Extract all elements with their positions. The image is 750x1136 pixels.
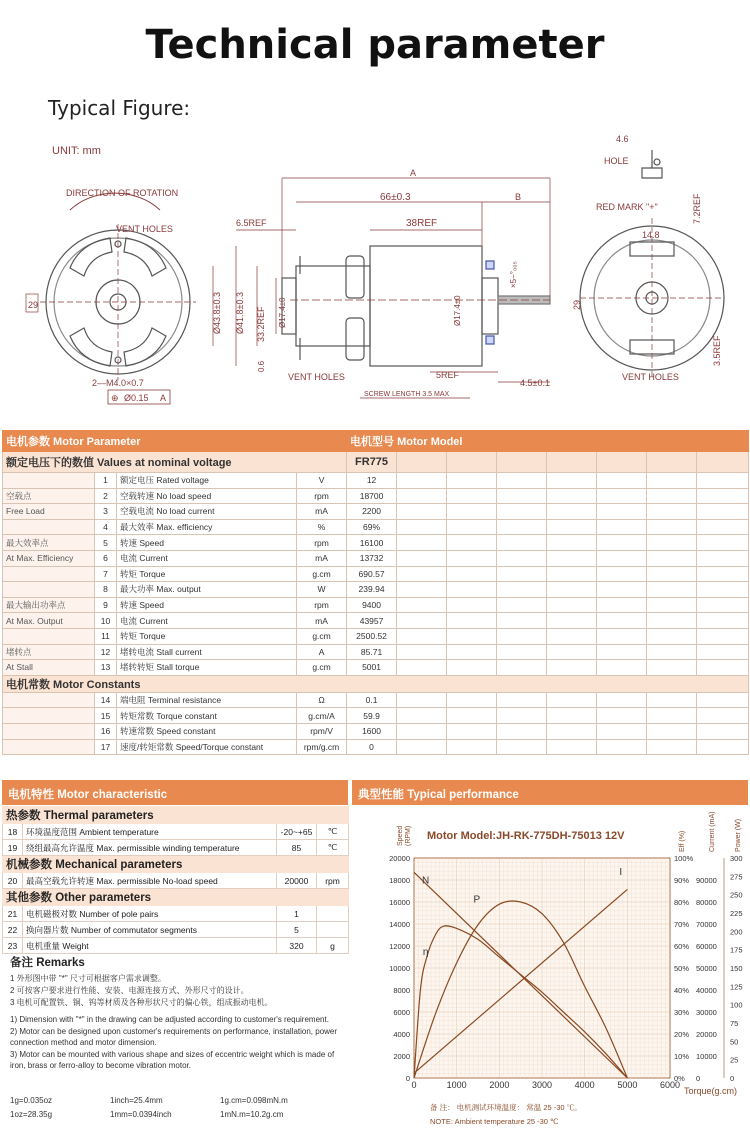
dim-17-4: Ø17.4±0 xyxy=(278,297,287,328)
motor-parameter-header: 电机参数 Motor Parameter xyxy=(3,431,347,452)
other-parameters: 其他参数 Other parameters xyxy=(3,889,349,906)
eff-tick-label: 20% xyxy=(674,1030,690,1039)
vent-holes-label-right: VENT HOLES xyxy=(622,372,679,382)
motor-characteristic-table xyxy=(2,806,349,954)
speed-tick-label: 10000 xyxy=(389,964,410,973)
speed-tick-label: 20000 xyxy=(389,854,410,863)
x-tick-label: 3000 xyxy=(531,1080,553,1090)
motor-parameter-table xyxy=(2,430,749,755)
eff-tick-label: 0% xyxy=(674,1074,685,1083)
speed-tick-label: 6000 xyxy=(393,1008,410,1017)
dim-4-5: 4.5±0.1 xyxy=(520,378,550,388)
hole-label: HOLE xyxy=(604,156,629,166)
remarks-section xyxy=(10,958,350,1072)
x-tick-label: 4000 xyxy=(574,1080,595,1090)
dim-3-5ref: 3.5REF xyxy=(712,335,722,366)
table-row: At Max. Output 10 电流 Current mA 43957 xyxy=(3,613,749,629)
thermal-parameters: 热参数 Thermal parameters xyxy=(3,807,349,824)
dim-6-5ref: 6.5REF xyxy=(236,218,267,228)
x-tick-label: 1000 xyxy=(446,1080,467,1090)
power-tick-label: 0 xyxy=(730,1074,735,1083)
current-tick-label: 40000 xyxy=(696,986,717,995)
dim-14-8: 14.8 xyxy=(642,230,660,240)
speed-tick-label: 8000 xyxy=(393,986,410,995)
chart-title: Motor Model:JH-RK-775DH-75013 12V xyxy=(427,830,625,842)
remark-cn-1: 1 外形图中带 "*" 尺寸可根据客户需求调整。 xyxy=(10,974,166,983)
table-row: 1 额定电压 Rated voltage V 12 xyxy=(3,473,749,489)
dim-38ref: 38REF xyxy=(406,218,438,229)
dim-43-8: Ø43.8±0.3 xyxy=(212,292,222,334)
table-row: 20 最高空载允许转速 Max. permissible No-load speed 20000 rpm xyxy=(3,873,349,889)
remarks-title: 备注 Remarks xyxy=(10,957,85,969)
current-tick-label: 70000 xyxy=(696,920,717,929)
dim-66: 66±0.3 xyxy=(380,192,411,203)
remark-en-2: 2) Motor can be designed upon customer's requirements on performance, installation, power connection method and motor dimension. xyxy=(10,1027,338,1047)
speed-axis-unit: (RPM) xyxy=(405,825,412,846)
table-row: 最大输出功率点 9 转速 Speed rpm 9400 xyxy=(3,597,749,613)
table-row: 22 换向器片数 Number of commutator segments 5 xyxy=(3,922,349,938)
speed-tick-label: 12000 xyxy=(389,942,410,951)
power-tick-label: 225 xyxy=(730,909,743,918)
speed-axis-label: Speed xyxy=(397,825,404,846)
tolerance-ref: A xyxy=(160,393,167,403)
dim-a: A xyxy=(410,168,417,178)
tolerance-sym: ⊕ xyxy=(111,393,119,403)
page-title: Technical parameter xyxy=(145,22,605,68)
constants-row xyxy=(3,675,749,692)
dim-0-6: 0.6 xyxy=(257,360,266,372)
table-row: 14 端电阻 Terminal resistance Ω 0.1 xyxy=(3,692,749,708)
remark-cn-2: 2 可按客户要求进行性能、安装、电源连接方式、外形尺寸的设计。 xyxy=(10,986,249,995)
power-axis-label: Power (W) xyxy=(735,818,742,852)
speed-tick-label: 0 xyxy=(405,1074,410,1083)
note-cn: 备 注： 电机测试环境温度： 常温 25 -30 ℃。 xyxy=(430,1103,582,1112)
current-tick-label: 20000 xyxy=(696,1030,717,1039)
speed-tick-label: 14000 xyxy=(389,920,410,929)
eff-tick-label: 30% xyxy=(674,1008,690,1017)
current-axis-label: Current (mA) xyxy=(709,812,716,852)
eff-tick-label: 100% xyxy=(674,854,694,863)
conversion-row-2: 1oz=28.35g 1mm=0.0394inch 1mN.m=10.2g.cm xyxy=(10,1110,284,1119)
table-row: 堵转点 12 堵转电流 Stall current A 85.71 xyxy=(3,644,749,660)
typical-performance-header: 典型性能 Typical performance xyxy=(352,780,748,805)
speed-tick-label: 16000 xyxy=(389,898,410,907)
speed-tick-label: 18000 xyxy=(389,876,410,885)
table-row: 空载点 2 空载转速 No load speed rpm 18700 xyxy=(3,488,749,504)
table-row: Free Load 3 空载电流 No load current mA 2200 xyxy=(3,504,749,520)
table-row: 23 电机重量 Weight 320 g xyxy=(3,938,349,954)
red-mark-label: RED MARK "+" xyxy=(596,202,658,212)
power-tick-label: 175 xyxy=(730,945,743,955)
current-tick-label: 60000 xyxy=(696,942,717,951)
dim-7-2: 7.2REF xyxy=(692,193,702,224)
power-tick-label: 200 xyxy=(730,927,743,937)
dim-29-left: 29 xyxy=(28,300,39,310)
vent-holes-label-side: VENT HOLES xyxy=(288,372,345,382)
curve-label-speed: N xyxy=(422,875,430,887)
table-row: 21 电机磁极对数 Number of pole pairs 1 xyxy=(3,906,349,922)
power-tick-label: 50 xyxy=(730,1037,739,1047)
current-tick-label: 90000 xyxy=(696,876,717,885)
x-tick-label: 5000 xyxy=(617,1080,638,1090)
current-tick-label: 30000 xyxy=(696,1008,717,1017)
dim-b: B xyxy=(515,192,522,202)
eff-tick-label: 40% xyxy=(674,986,690,995)
chart-grid xyxy=(414,858,670,1078)
eff-tick-label: 60% xyxy=(674,942,690,951)
remark-en-3: 3) Motor can be mounted with various shape and sizes of eccentric weight which is made of iron, brass or ferro-alloy to become vibration motor. xyxy=(10,1050,335,1070)
current-tick-label: 50000 xyxy=(696,964,717,973)
dim-5ref: 5REF xyxy=(436,370,460,380)
curve-label-power: P xyxy=(473,894,481,906)
tolerance-val: Ø0.15 xyxy=(124,393,149,403)
nominal-row xyxy=(3,452,749,473)
table-row: 4 最大效率 Max. efficiency % 69% xyxy=(3,519,749,535)
table-row: 15 转矩常数 Torque constant g.cm/A 59.9 xyxy=(3,708,749,724)
table-row: At Max. Efficiency 6 电流 Current mA 13732 xyxy=(3,550,749,566)
table-row: 最大效率点 5 转速 Speed rpm 16100 xyxy=(3,535,749,551)
note-en: NOTE: Ambient temperature 25 -30 ℃ xyxy=(430,1117,559,1126)
direction-label: DIRECTION OF ROTATION xyxy=(66,188,179,198)
remark-cn-3: 3 电机可配置铁、铜、钨等材质及各种形状尺寸的偏心铁，组成振动电机。 xyxy=(10,998,273,1007)
table-header-row xyxy=(3,431,749,452)
torque-axis-label: Torque(g.cm) xyxy=(684,1086,738,1096)
power-tick-label: 125 xyxy=(730,982,743,992)
current-tick-label: 80000 xyxy=(696,898,717,907)
table-row: At Stall 13 堵转转矩 Stall torque g.cm 5001 xyxy=(3,660,749,676)
power-tick-label: 150 xyxy=(730,964,743,973)
power-tick-label: 275 xyxy=(730,872,743,882)
table-row: 17 速度/转矩常数 Speed/Torque constant rpm/g.cm 0 xyxy=(3,739,749,755)
speed-tick-label: 4000 xyxy=(393,1030,410,1039)
mechanical-parameters: 机械参数 Mechanical parameters xyxy=(3,856,349,873)
power-tick-label: 100 xyxy=(730,1000,743,1010)
technical-drawing xyxy=(0,128,750,418)
table-row: 16 转速常数 Speed constant rpm/V 1600 xyxy=(3,723,749,739)
conversion-row-1: 1g=0.035oz 1inch=25.4mm 1g.cm=0.098mN.m xyxy=(10,1096,288,1105)
table-row: 18 环境温度范围 Ambient temperature -20~+65 ℃ xyxy=(3,824,349,840)
current-tick-label: 0 xyxy=(696,1074,701,1083)
eff-tick-label: 10% xyxy=(674,1052,690,1061)
table-row: 8 最大功率 Max. output W 239.94 xyxy=(3,582,749,598)
dim-17-4b: Ø17.4±0 xyxy=(453,295,462,326)
eff-tick-label: 80% xyxy=(674,898,690,907)
nominal-label: 额定电压下的数值 Values at nominal voltage xyxy=(3,452,347,473)
remark-en-1: 1) Dimension with "*" in the drawing can be adjusted according to customer's requirement. xyxy=(10,1015,329,1024)
eff-tick-label: 70% xyxy=(674,920,690,929)
eff-axis-label: Eff (%) xyxy=(679,830,686,852)
dim-41-8: Ø41.8±0.3 xyxy=(235,292,245,334)
motor-characteristic-header: 电机特性 Motor characteristic xyxy=(2,780,348,805)
power-tick-label: 25 xyxy=(730,1055,739,1065)
motor-constants-label: 电机常数 Motor Constants xyxy=(3,675,749,692)
table-row: 7 转矩 Torque g.cm 690.57 xyxy=(3,566,749,582)
eff-tick-label: 50% xyxy=(674,964,690,973)
power-tick-label: 250 xyxy=(730,890,743,900)
dim-33-2: 33.2REF xyxy=(256,306,266,342)
curve-label-eff: η xyxy=(422,947,429,959)
typical-figure-label: Typical Figure: xyxy=(48,96,191,120)
x-tick-label: 2000 xyxy=(489,1080,510,1090)
model-name: FR775 xyxy=(347,452,397,473)
performance-chart xyxy=(352,812,748,1132)
speed-tick-label: 2000 xyxy=(393,1052,410,1061)
eff-tick-label: 90% xyxy=(674,876,690,885)
screw-length: SCREW LENGTH 3.5 MAX xyxy=(364,391,450,398)
dim-29-right: 29 xyxy=(572,299,582,310)
unit-label: UNIT: mm xyxy=(52,145,101,157)
table-row: 19 绕组最高允许温度 Max. permissible winding temperature 85 ℃ xyxy=(3,840,349,856)
dim-m4: 2—M4.0×0.7 xyxy=(92,378,144,388)
x-tick-label: 0 xyxy=(411,1080,417,1090)
power-tick-label: 300 xyxy=(730,854,743,863)
motor-model-header: 电机型号 Motor Model xyxy=(347,431,749,452)
power-tick-label: 75 xyxy=(730,1019,739,1028)
x-tick-label: 6000 xyxy=(659,1080,681,1090)
dim-5: ×5−°₀₀₅ xyxy=(509,261,518,288)
table-row: 11 转矩 Torque g.cm 2500.52 xyxy=(3,628,749,644)
dim-4-6: 4.6 xyxy=(616,134,629,144)
curve-label-current: I xyxy=(619,867,623,878)
vent-holes-label-left: VENT HOLES xyxy=(116,224,173,234)
current-tick-label: 10000 xyxy=(696,1052,717,1061)
